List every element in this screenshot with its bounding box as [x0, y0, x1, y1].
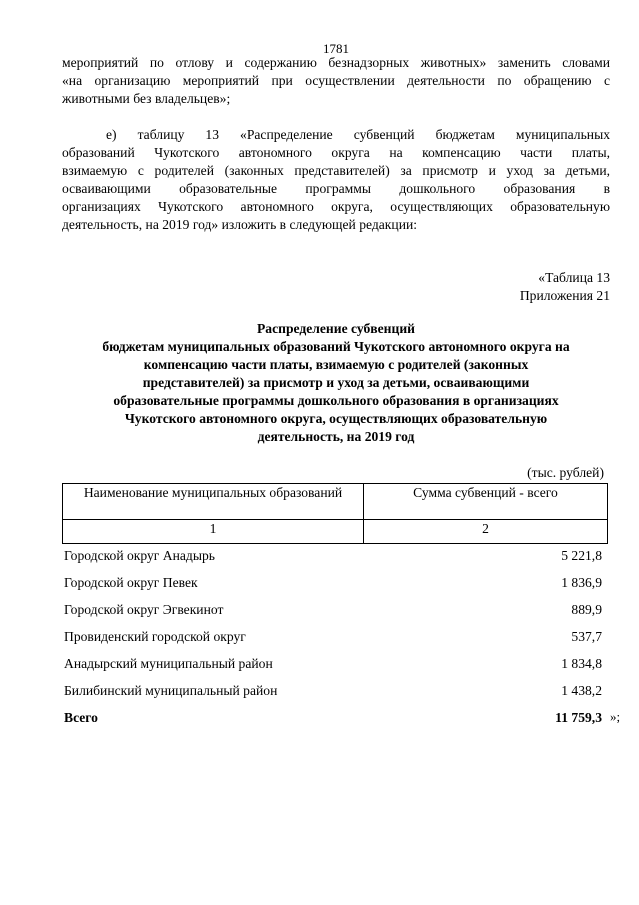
closing-quote-mark: »;	[610, 709, 621, 724]
subvention-amount: 889,9	[571, 602, 602, 617]
title-line: Чукотского автономного округа, осуществляющих образовательную	[124, 411, 548, 426]
subvention-amount: 1 834,8	[561, 656, 602, 671]
paragraph-line: взимаемую с родителей (законных представителей) за присмотр и уход за детьми,	[62, 163, 610, 178]
title-line: бюджетам муниципальных образований Чукотского автономного округа на	[102, 339, 570, 354]
table-row	[62, 599, 608, 626]
title-line: деятельность, на 2019 год	[257, 429, 415, 444]
column-number-2: 2	[364, 520, 608, 544]
title-line: Распределение субвенций	[256, 321, 416, 336]
paragraph-amendment-d	[62, 54, 610, 108]
title-line: образовательные программы дошкольного образования в организациях	[113, 393, 559, 408]
caption-table-number: «Таблица 13	[538, 270, 610, 285]
paragraph-line: животными без владельцев»;	[62, 91, 231, 106]
subvention-amount: 537,7	[571, 629, 602, 644]
paragraph-line: «на организацию мероприятий при осуществлении деятельности по обращению с	[62, 73, 610, 88]
table-total-row	[62, 707, 608, 734]
table-caption	[520, 269, 610, 305]
subvention-amount: 1 836,9	[561, 575, 602, 590]
table-row	[62, 545, 608, 572]
paragraph-line: деятельность, на 2019 год» изложить в следующей редакции:	[62, 217, 418, 232]
table-header	[62, 483, 608, 544]
municipality-name: Городской округ Анадырь	[64, 548, 215, 563]
paragraph-line: организациях Чукотского автономного округа, осуществляющих образовательную	[62, 199, 610, 214]
paragraph-line: образований Чукотского автономного округа на компенсацию части платы,	[62, 145, 610, 160]
subvention-amount: 5 221,8	[561, 548, 602, 563]
paragraph-line: е) таблицу 13 «Распределение субвенций бюджетам муниципальных	[106, 127, 610, 142]
paragraph-line: мероприятий по отлову и содержанию безнадзорных животных» заменить словами	[62, 55, 610, 70]
column-number-1: 1	[63, 520, 364, 544]
title-line: представителей) за присмотр и уход за детьми, осваивающими	[142, 375, 530, 390]
units-label: (тыс. рублей)	[527, 465, 604, 480]
page-number: 1781	[323, 41, 349, 56]
column-header-amount: Сумма субвенций - всего	[364, 484, 608, 520]
caption-appendix: Приложения 21	[519, 288, 610, 303]
municipality-name: Анадырский муниципальный район	[64, 656, 273, 671]
table-row	[62, 653, 608, 680]
municipality-name: Городской округ Эгвекинот	[64, 602, 224, 617]
table-row	[62, 680, 608, 707]
municipality-name: Билибинский муниципальный район	[64, 683, 278, 698]
table-title	[62, 320, 610, 446]
municipality-name: Городской округ Певек	[64, 575, 198, 590]
table-row	[62, 572, 608, 599]
table-row	[62, 626, 608, 653]
total-amount: 11 759,3	[555, 710, 602, 725]
subvention-amount: 1 438,2	[561, 683, 602, 698]
paragraph-amendment-e	[62, 126, 610, 234]
column-header-name: Наименование муниципальных образований	[63, 484, 364, 520]
table-body	[62, 545, 608, 734]
paragraph-line: осваивающими образовательные программы дошкольного образования в	[62, 181, 610, 196]
municipality-name: Провиденский городской округ	[64, 629, 246, 644]
total-label: Всего	[64, 710, 98, 725]
title-line: компенсацию части платы, взимаемую с родителей (законных	[143, 357, 529, 372]
